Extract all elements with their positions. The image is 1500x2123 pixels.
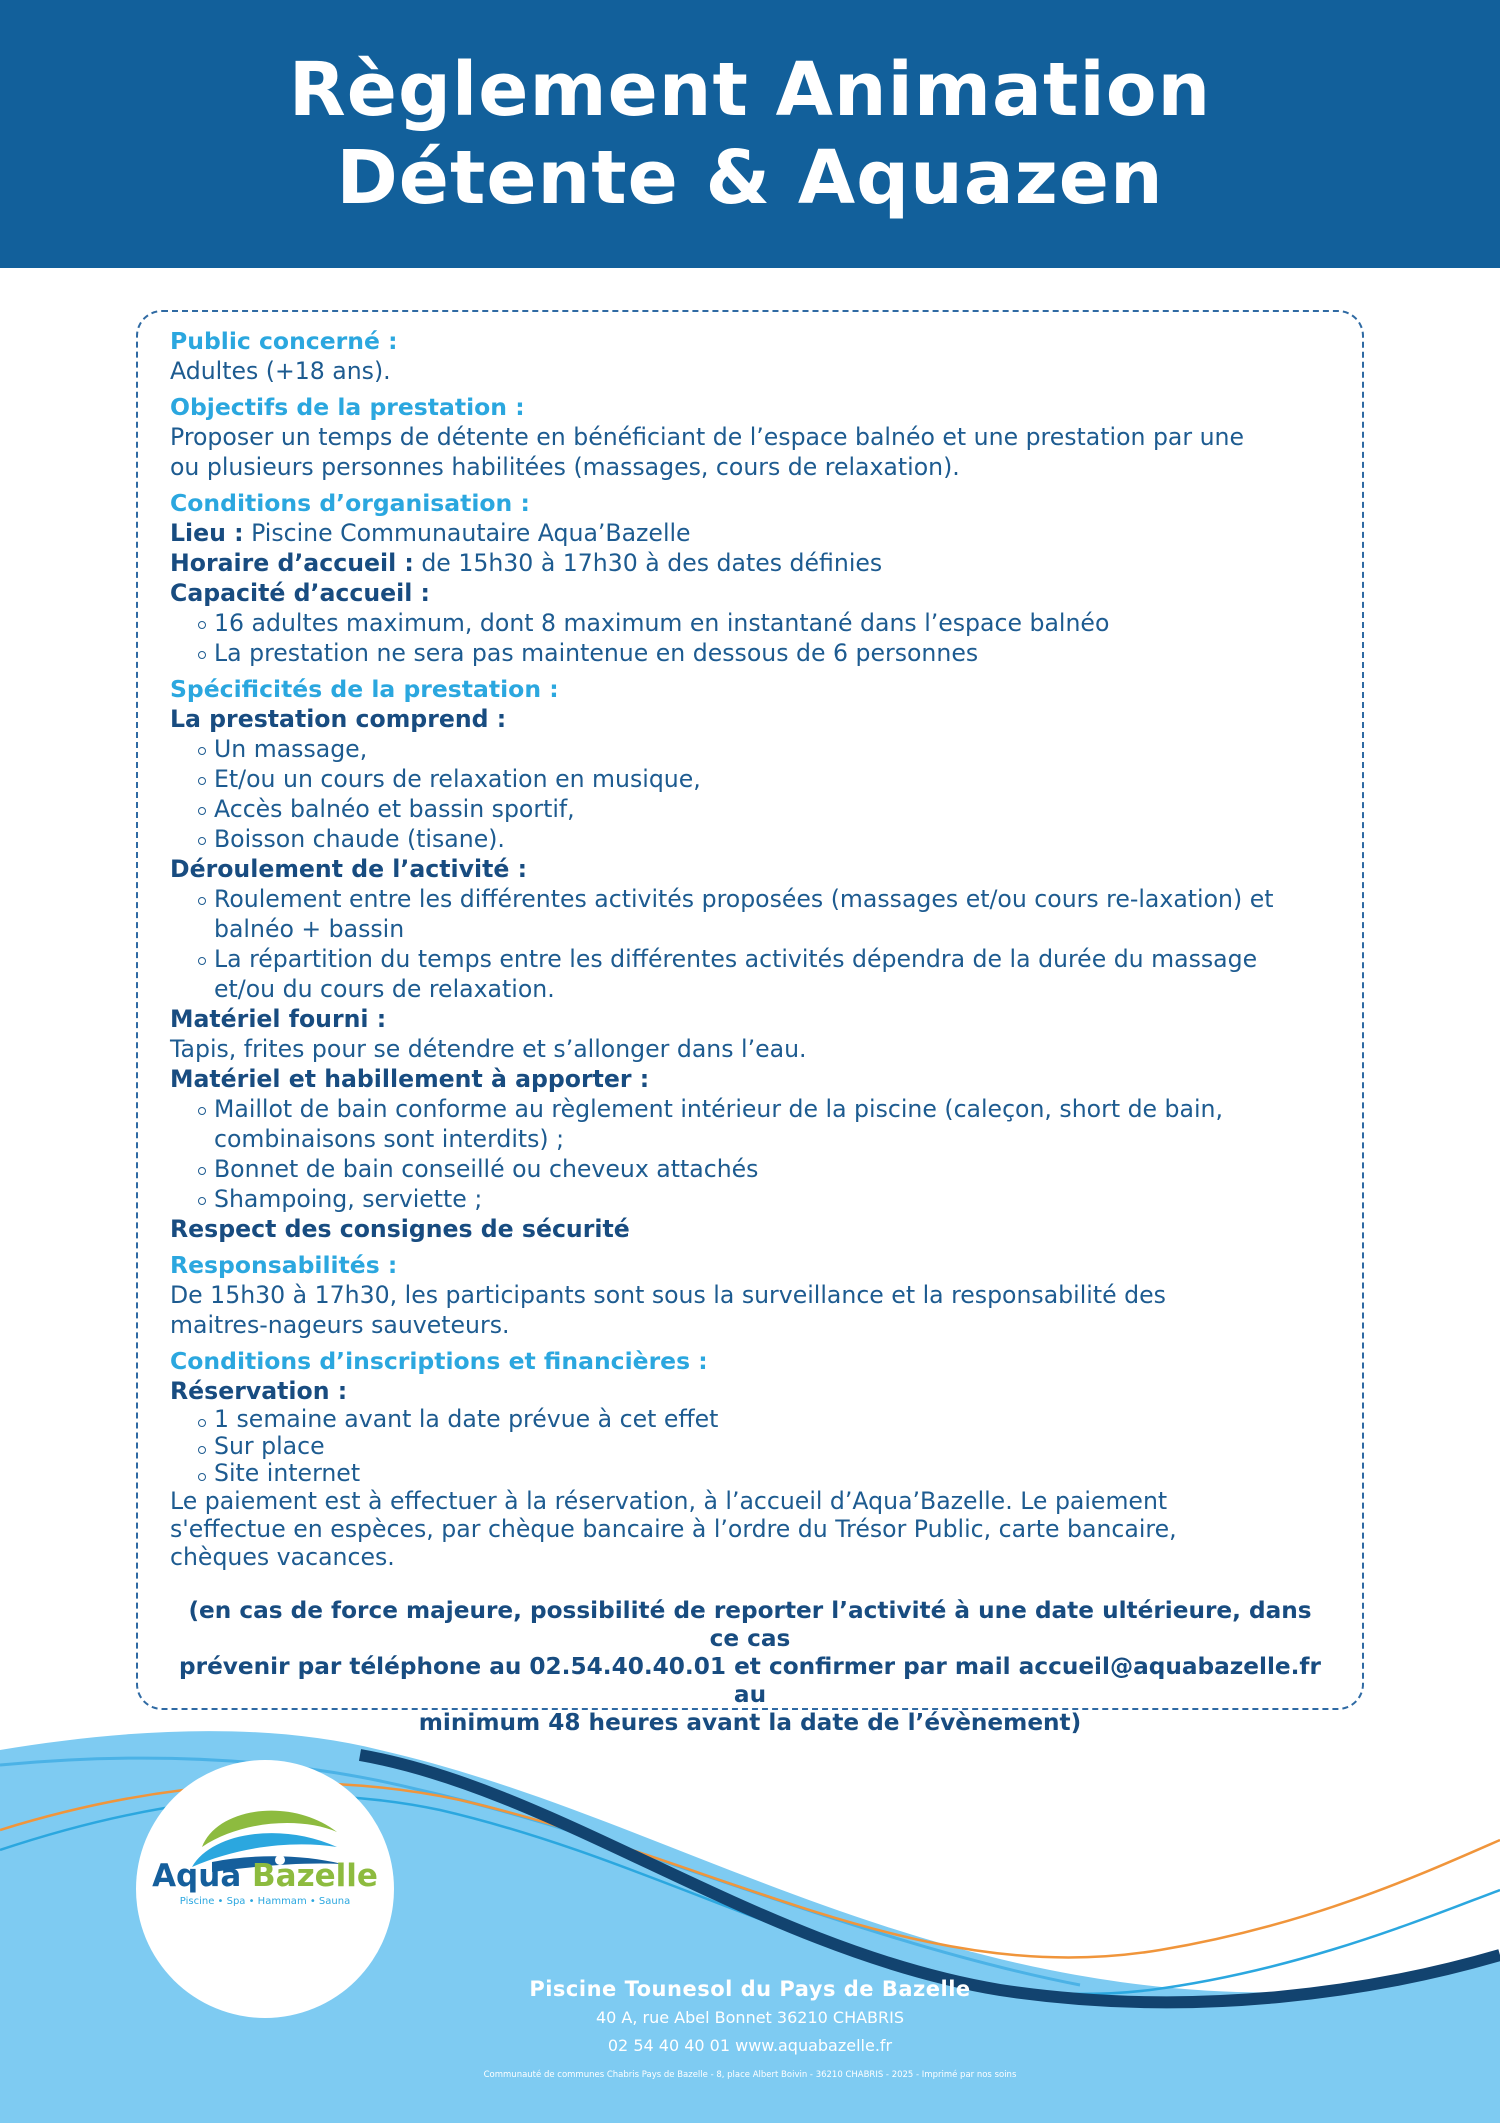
list-item: Shampoing, serviette ;: [196, 1184, 1330, 1214]
deroulement-list: [196, 884, 1330, 1004]
list-item-line: balnéo + bassin: [214, 915, 405, 943]
apporter-list: [196, 1094, 1330, 1214]
list-item: Site internet: [196, 1460, 1330, 1487]
logo-wordmark: [136, 1858, 394, 1894]
objectifs-line1: Proposer un temps de détente en bénéficiant de l’espace balnéo et une prestation par une: [170, 423, 1245, 451]
horaire-value: de 15h30 à 17h30 à des dates définies: [413, 549, 883, 577]
note-line2: prévenir par téléphone au 02.54.40.40.01 et confirmer par mail accueil@aquabazelle.fr au: [179, 1653, 1321, 1708]
comprend-list: [196, 734, 1330, 854]
materiel-label: Matériel fourni :: [170, 1005, 387, 1033]
lieu-line: [170, 518, 1330, 548]
list-item: Bonnet de bain conseillé ou cheveux attachés: [196, 1154, 1330, 1184]
list-item-line: combinaisons sont interdits) ;: [214, 1125, 565, 1153]
heading-objectifs: Objectifs de la prestation :: [170, 393, 525, 421]
paiement-line1: Le paiement est à effectuer à la réservation, à l’accueil d’Aqua’Bazelle. Le paiement: [170, 1487, 1168, 1515]
list-item: La prestation ne sera pas maintenue en dessous de 6 personnes: [196, 638, 1330, 668]
paiement-line2: s'effectue en espèces, par chèque bancaire à l’ordre du Trésor Public, carte bancaire,: [170, 1515, 1177, 1543]
heading-conditions: Conditions d’organisation :: [170, 489, 530, 517]
note-line1: (en cas de force majeure, possibilité de reporter l’activité à une date ultérieure, dans ce cas: [188, 1597, 1312, 1652]
list-item: [196, 944, 1330, 1004]
capacite-label: Capacité d’accueil :: [170, 579, 430, 607]
deroulement-label: Déroulement de l’activité :: [170, 855, 528, 883]
list-item: [196, 1094, 1330, 1154]
list-item-line: La répartition du temps entre les différentes activités dépendra de la durée du massage: [214, 945, 1258, 973]
footer-address: 40 A, rue Abel Bonnet 36210 CHABRIS: [595, 2008, 905, 2027]
lieu-label: Lieu :: [170, 519, 244, 547]
footer: [0, 1974, 1500, 2086]
list-item: Boisson chaude (tisane).: [196, 824, 1330, 854]
materiel-text: Tapis, frites pour se détendre et s’allonger dans l’eau.: [170, 1035, 807, 1063]
responsabilites-line1: De 15h30 à 17h30, les participants sont sous la surveillance et la responsabilité des: [170, 1281, 1166, 1309]
horaire-label: Horaire d’accueil :: [170, 549, 414, 577]
note-line3: minimum 48 heures avant la date de l’évènement): [418, 1709, 1082, 1736]
reservation-list: [196, 1406, 1330, 1487]
list-item: 1 semaine avant la date prévue à cet effet: [196, 1406, 1330, 1433]
public-text: Adultes (+18 ans).: [170, 357, 391, 385]
objectifs-line2: ou plusieurs personnes habilitées (massages, cours de relaxation).: [170, 453, 960, 481]
apporter-label: Matériel et habillement à apporter :: [170, 1065, 650, 1093]
reservation-label: Réservation :: [170, 1377, 348, 1405]
logo-word-aqua: Aqua: [152, 1858, 242, 1894]
capacite-list: [196, 608, 1330, 668]
securite-label: Respect des consignes de sécurité: [170, 1215, 630, 1243]
logo-word-bazelle: Bazelle: [252, 1858, 378, 1894]
paiement-line3: chèques vacances.: [170, 1543, 395, 1571]
footer-legal: Communauté de communes Chabris Pays de Bazelle - 8, place Albert Boivin - 36210 CHABRIS - 2025 - Imprimé par nos soins: [483, 2070, 1017, 2080]
footer-name: Piscine Tounesol du Pays de Bazelle: [529, 1977, 971, 2001]
page-header: [0, 0, 1500, 268]
footer-contact: 02 54 40 40 01 www.aquabazelle.fr: [607, 2036, 893, 2055]
page-title-line1: Règlement Animation: [288, 47, 1212, 133]
heading-inscriptions: Conditions d’inscriptions et financières :: [170, 1347, 708, 1375]
rules-content: [170, 326, 1330, 1737]
heading-public: Public concerné :: [170, 327, 398, 355]
comprend-label: La prestation comprend :: [170, 705, 507, 733]
list-item: Accès balnéo et bassin sportif,: [196, 794, 1330, 824]
responsabilites-line2: maitres-nageurs sauveteurs.: [170, 1311, 510, 1339]
list-item-line: et/ou du cours de relaxation.: [214, 975, 555, 1003]
heading-specificites: Spécificités de la prestation :: [170, 675, 559, 703]
list-item: Un massage,: [196, 734, 1330, 764]
lieu-value: Piscine Communautaire Aqua’Bazelle: [243, 519, 691, 547]
horaire-line: [170, 548, 1330, 578]
list-item: 16 adultes maximum, dont 8 maximum en instantané dans l’espace balnéo: [196, 608, 1330, 638]
list-item: Sur place: [196, 1433, 1330, 1460]
list-item-line: Maillot de bain conforme au règlement intérieur de la piscine (caleçon, short de bain,: [214, 1095, 1224, 1123]
list-item: [196, 884, 1330, 944]
heading-responsabilites: Responsabilités :: [170, 1251, 398, 1279]
list-item-line: Roulement entre les différentes activités proposées (massages et/ou cours re-laxation) et: [214, 885, 1274, 913]
list-item: Et/ou un cours de relaxation en musique,: [196, 764, 1330, 794]
logo-tagline: Piscine • Spa • Hammam • Sauna: [179, 1896, 351, 1907]
page-title-line2: Détente & Aquazen: [336, 135, 1164, 221]
